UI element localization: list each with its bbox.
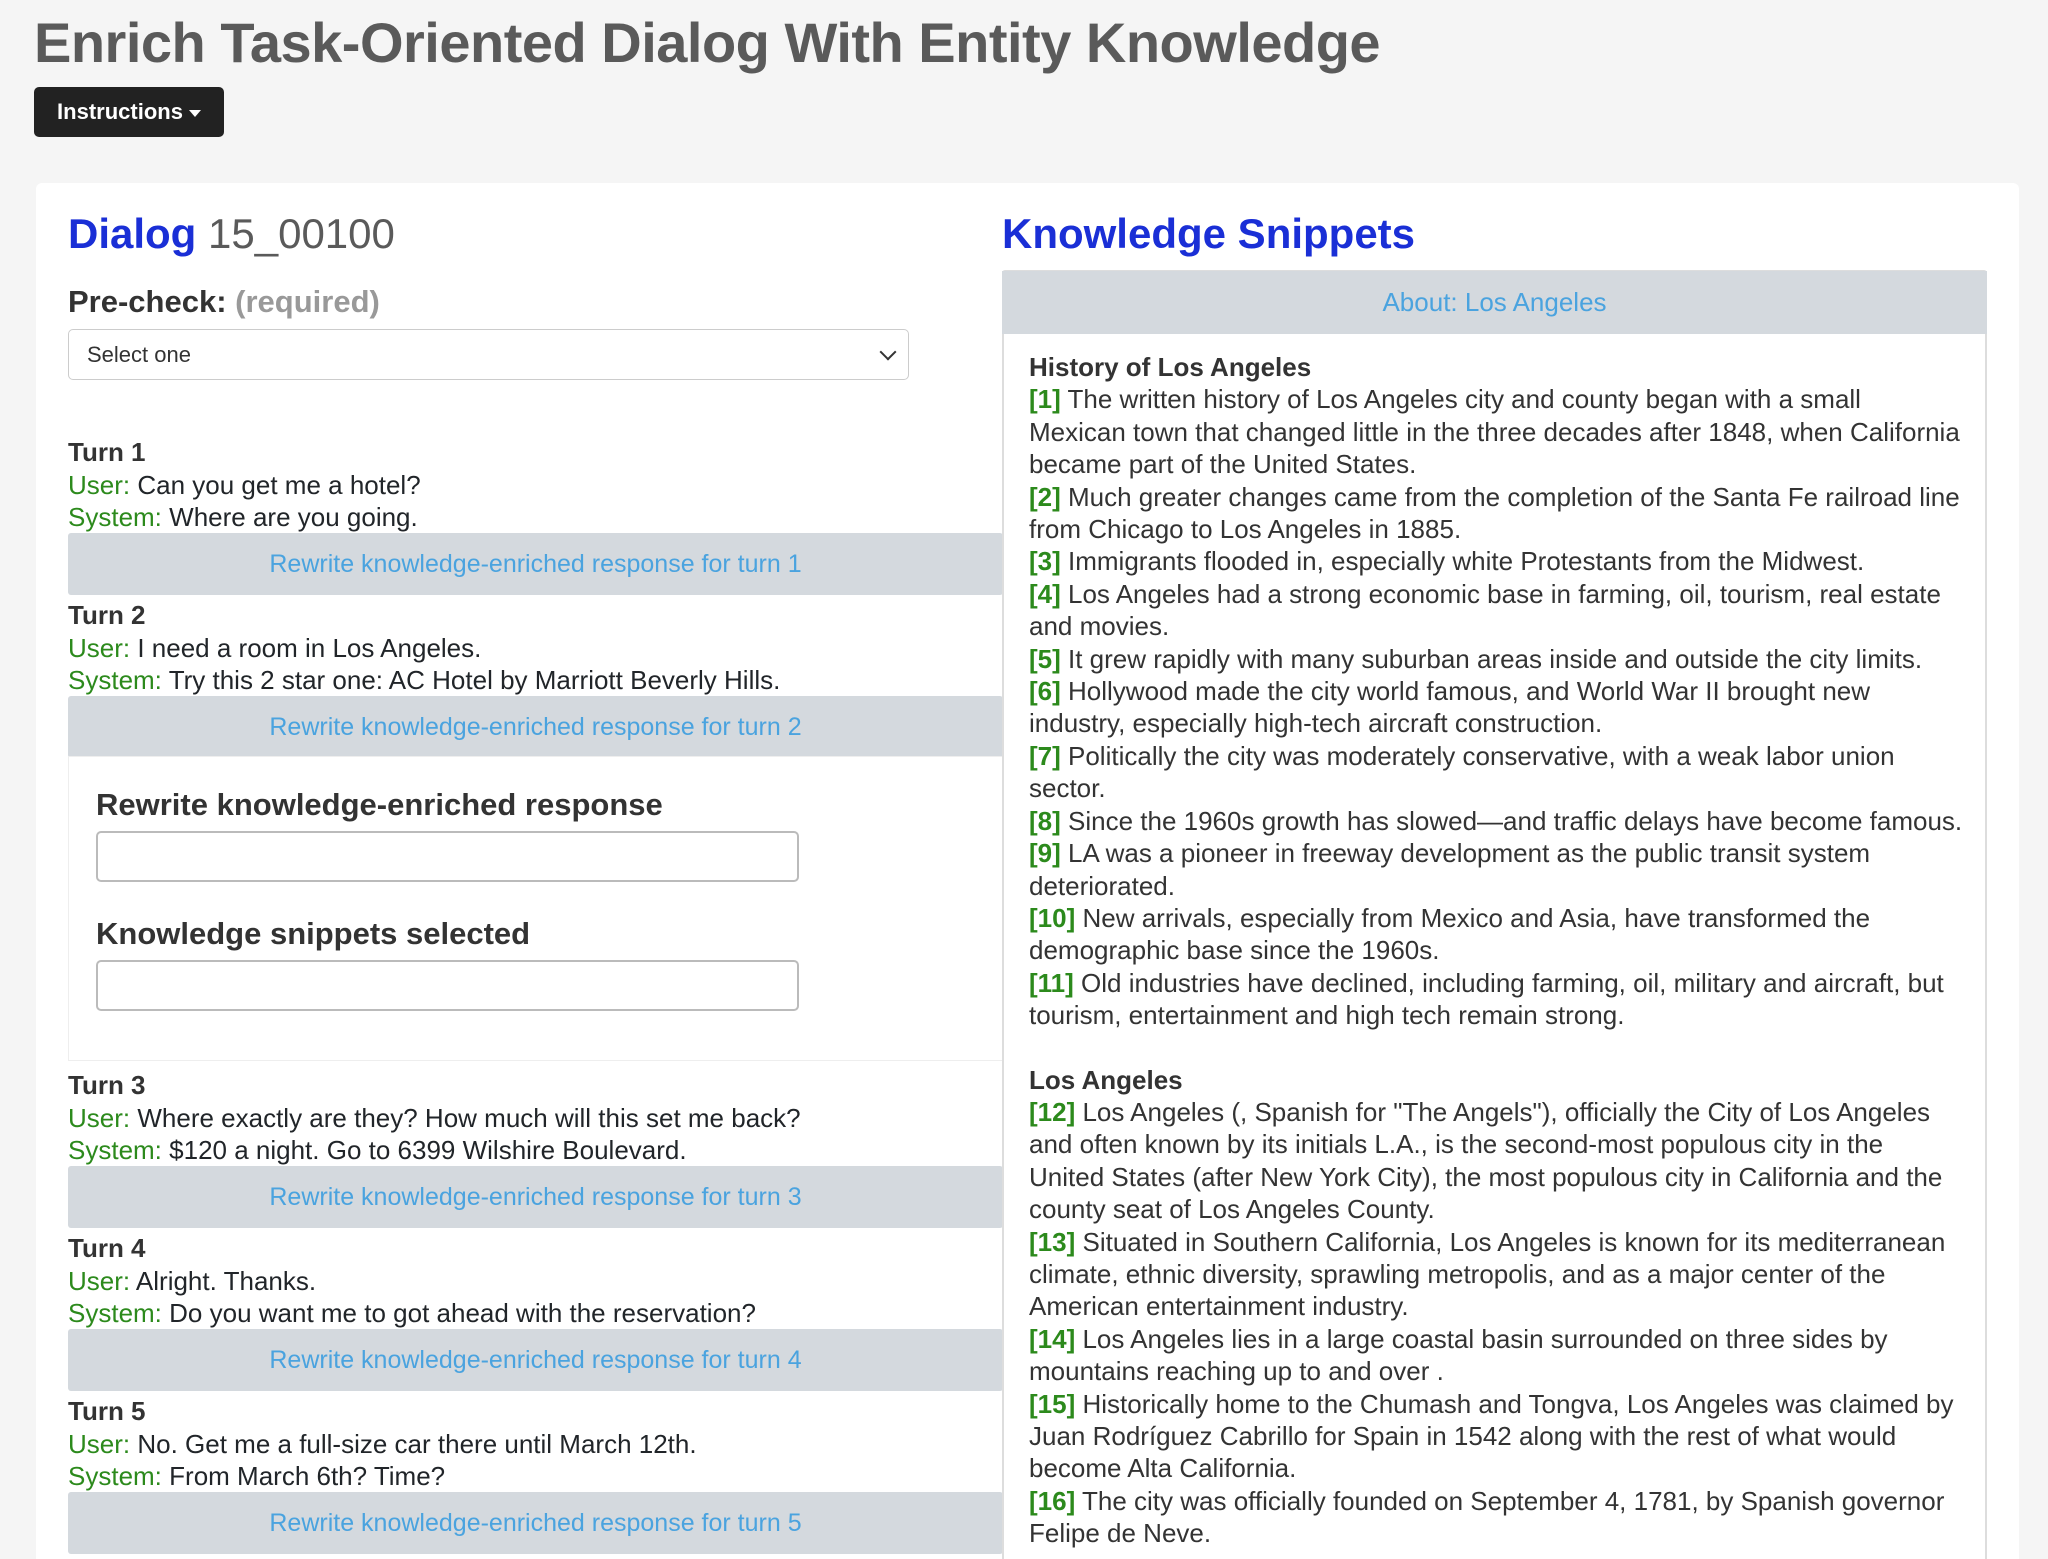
user-utterance <box>68 1428 1003 1461</box>
rewrite-turn-1-button[interactable]: Rewrite knowledge-enriched response for turn 1 <box>68 533 1003 595</box>
snippet-text: LA was a pioneer in freeway development as the public transit system deteriorated. <box>1029 838 1871 901</box>
snippet-number: [1] <box>1029 384 1061 415</box>
snippet[interactable] <box>1029 643 1964 675</box>
snippet-number: [14] <box>1029 1323 1076 1354</box>
user-utterance <box>68 1102 1003 1135</box>
turn-2 <box>68 599 1003 697</box>
turn-title: Turn 2 <box>68 600 146 630</box>
system-utterance <box>68 1134 1003 1167</box>
snippet[interactable] <box>1029 675 1964 740</box>
turn-4 <box>68 1232 1003 1330</box>
snippet-number: [16] <box>1029 1485 1076 1516</box>
user-label: User: <box>68 469 131 500</box>
snippet[interactable] <box>1029 837 1964 902</box>
snippet[interactable] <box>1029 1226 1964 1323</box>
snippet-text: Since the 1960s growth has slowed—and traffic delays have become famous. <box>1060 805 1963 836</box>
snippet-number: [9] <box>1029 838 1061 869</box>
instructions-button[interactable] <box>34 87 224 137</box>
snippet-number: [15] <box>1029 1388 1076 1419</box>
snippet-text: Hollywood made the city world famous, and World War II brought new industry, especially high-tech aircraft construction. <box>1029 676 1871 739</box>
system-label: System: <box>68 1298 162 1328</box>
user-text: Can you get me a hotel? <box>137 469 421 500</box>
system-text: From March 6th? Time? <box>169 1461 446 1491</box>
snippet-text: Old industries have declined, including farming, oil, military and aircraft, but tourism, entertainment and high tech remain strong. <box>1029 967 1944 1031</box>
snippet-text: It grew rapidly with many suburban areas inside and outside the city limits. <box>1060 643 1923 674</box>
system-label: System: <box>68 1135 162 1165</box>
system-text: Do you want me to got ahead with the reservation? <box>169 1298 756 1328</box>
snippet[interactable] <box>1029 383 1964 480</box>
turn-title: Turn 3 <box>68 1070 146 1100</box>
snippet-number: [4] <box>1029 578 1061 609</box>
page-title: Enrich Task-Oriented Dialog With Entity Knowledge <box>34 11 1381 74</box>
snippet[interactable] <box>1029 481 1964 546</box>
turn-title: Turn 4 <box>68 1233 146 1263</box>
snippet-number: [5] <box>1029 643 1061 674</box>
user-text: Where exactly are they? How much will this set me back? <box>137 1102 801 1133</box>
snippet-number: [6] <box>1029 676 1061 707</box>
turn-3 <box>68 1069 1003 1167</box>
turn-title: Turn 1 <box>68 437 146 467</box>
snippet[interactable] <box>1029 1096 1964 1226</box>
precheck-select-value: Select one <box>87 341 191 367</box>
rewrite-turn-5-button[interactable]: Rewrite knowledge-enriched response for turn 5 <box>68 1492 1003 1554</box>
user-utterance <box>68 632 1003 665</box>
section-title: Los Angeles <box>1029 1064 1183 1095</box>
chevron-down-icon <box>880 343 897 360</box>
section-title: History of Los Angeles <box>1029 352 1312 382</box>
system-label: System: <box>68 502 162 532</box>
snippet-text: Politically the city was moderately conservative, with a weak labor union sector. <box>1029 740 1895 804</box>
snippet-number: [11] <box>1029 967 1074 998</box>
snippet-number: [8] <box>1029 805 1061 836</box>
turn-1 <box>68 436 1003 534</box>
snippet-text: Immigrants flooded in, especially white Protestants from the Midwest. <box>1060 546 1865 577</box>
rewrite-turn-4-button[interactable]: Rewrite knowledge-enriched response for turn 4 <box>68 1329 1003 1391</box>
system-label: System: <box>68 1461 162 1491</box>
snippet-text: Situated in Southern California, Los Angeles is known for its mediterranean climate, ethnic diversity, sprawling metropolis, and as a major center of the American entertainment industry. <box>1029 1226 1946 1322</box>
system-text: Try this 2 star one: AC Hotel by Marriott Beverly Hills. <box>168 665 781 695</box>
snippet-text: The city was officially founded on September 4, 1781, by Spanish governor Felipe de Neve. <box>1029 1485 1945 1549</box>
user-utterance <box>68 469 1003 502</box>
snippet[interactable] <box>1029 1323 1964 1388</box>
user-text: Alright. Thanks. <box>135 1265 317 1296</box>
user-text: No. Get me a full-size car there until March 12th. <box>137 1428 697 1459</box>
user-utterance <box>68 1265 1003 1298</box>
precheck-label-text: Pre-check: <box>68 284 227 319</box>
response-label: Rewrite knowledge-enriched response <box>96 787 663 822</box>
snippet-number: [3] <box>1029 546 1061 577</box>
dialog-heading <box>68 210 395 258</box>
snippet-number: [13] <box>1029 1226 1076 1257</box>
knowledge-tab-los-angeles[interactable]: About: Los Angeles <box>1002 271 1987 334</box>
instructions-label: Instructions <box>57 99 183 124</box>
snippet-number: [7] <box>1029 740 1061 771</box>
system-label: System: <box>68 665 162 695</box>
snippet-number: [12] <box>1029 1096 1076 1127</box>
snippet-text: Los Angeles (, Spanish for "The Angels"), officially the City of Los Angeles and often known by its initials L.A., is the second-most populous city in the United States (after New York City), the most populous city in California and the county seat of Los Angeles County. <box>1029 1096 1943 1225</box>
system-utterance <box>68 664 1003 697</box>
knowledge-content <box>1029 351 1964 1550</box>
dialog-label: Dialog <box>68 210 197 257</box>
snippet-text: Much greater changes came from the completion of the Santa Fe railroad line from Chicago to Los Angeles in 1885. <box>1029 481 1960 545</box>
snippet[interactable] <box>1029 740 1964 805</box>
snippet[interactable] <box>1029 578 1964 643</box>
snippet-text: Los Angeles had a strong economic base in farming, oil, tourism, real estate and movies. <box>1029 578 1941 642</box>
precheck-required: (required) <box>235 284 380 319</box>
snippet[interactable] <box>1029 967 1964 1032</box>
system-text: $120 a night. Go to 6399 Wilshire Boulevard. <box>169 1135 687 1165</box>
rewrite-turn-3-button[interactable]: Rewrite knowledge-enriched response for turn 3 <box>68 1166 1003 1228</box>
snippet-text: The written history of Los Angeles city and county began with a small Mexican town that changed little in the three decades after 1848, when California became part of the United States. <box>1029 384 1960 480</box>
snippet[interactable] <box>1029 805 1964 837</box>
snippet[interactable] <box>1029 1388 1964 1485</box>
precheck-select[interactable] <box>68 329 909 380</box>
rewrite-turn-2-button[interactable]: Rewrite knowledge-enriched response for turn 2 <box>68 696 1003 758</box>
precheck-label <box>68 284 380 320</box>
turn-5 <box>68 1395 1003 1493</box>
snippet-text: Los Angeles lies in a large coastal basin surrounded on three sides by mountains reaching up to and over . <box>1029 1323 1888 1387</box>
snippet[interactable] <box>1029 1485 1964 1550</box>
user-text: I need a room in Los Angeles. <box>137 632 482 663</box>
snippets-input[interactable] <box>96 960 799 1011</box>
knowledge-heading: Knowledge Snippets <box>1002 210 1416 257</box>
system-utterance <box>68 1460 1003 1493</box>
system-text: Where are you going. <box>169 502 418 532</box>
user-label: User: <box>68 1102 131 1133</box>
system-utterance <box>68 1297 1003 1330</box>
user-label: User: <box>68 632 131 663</box>
snippet[interactable] <box>1029 545 1964 577</box>
user-label: User: <box>68 1428 131 1459</box>
caret-down-icon <box>189 110 201 117</box>
snippet-text: New arrivals, especially from Mexico and Asia, have transformed the demographic base since the 1960s. <box>1029 902 1871 966</box>
response-input[interactable] <box>96 831 799 882</box>
system-utterance <box>68 501 1003 534</box>
snippet[interactable] <box>1029 902 1964 967</box>
turn-title: Turn 5 <box>68 1396 146 1426</box>
dialog-id: 15_00100 <box>208 210 395 257</box>
snippets-label: Knowledge snippets selected <box>96 916 531 951</box>
snippet-number: [10] <box>1029 902 1076 933</box>
snippet-text: Historically home to the Chumash and Tongva, Los Angeles was claimed by Juan Rodríguez Cabrillo for Spain in 1542 along with the rest of what would become Alta California. <box>1029 1388 1954 1484</box>
snippet-number: [2] <box>1029 481 1061 512</box>
user-label: User: <box>68 1265 131 1296</box>
rewrite-panel <box>68 756 1003 1061</box>
